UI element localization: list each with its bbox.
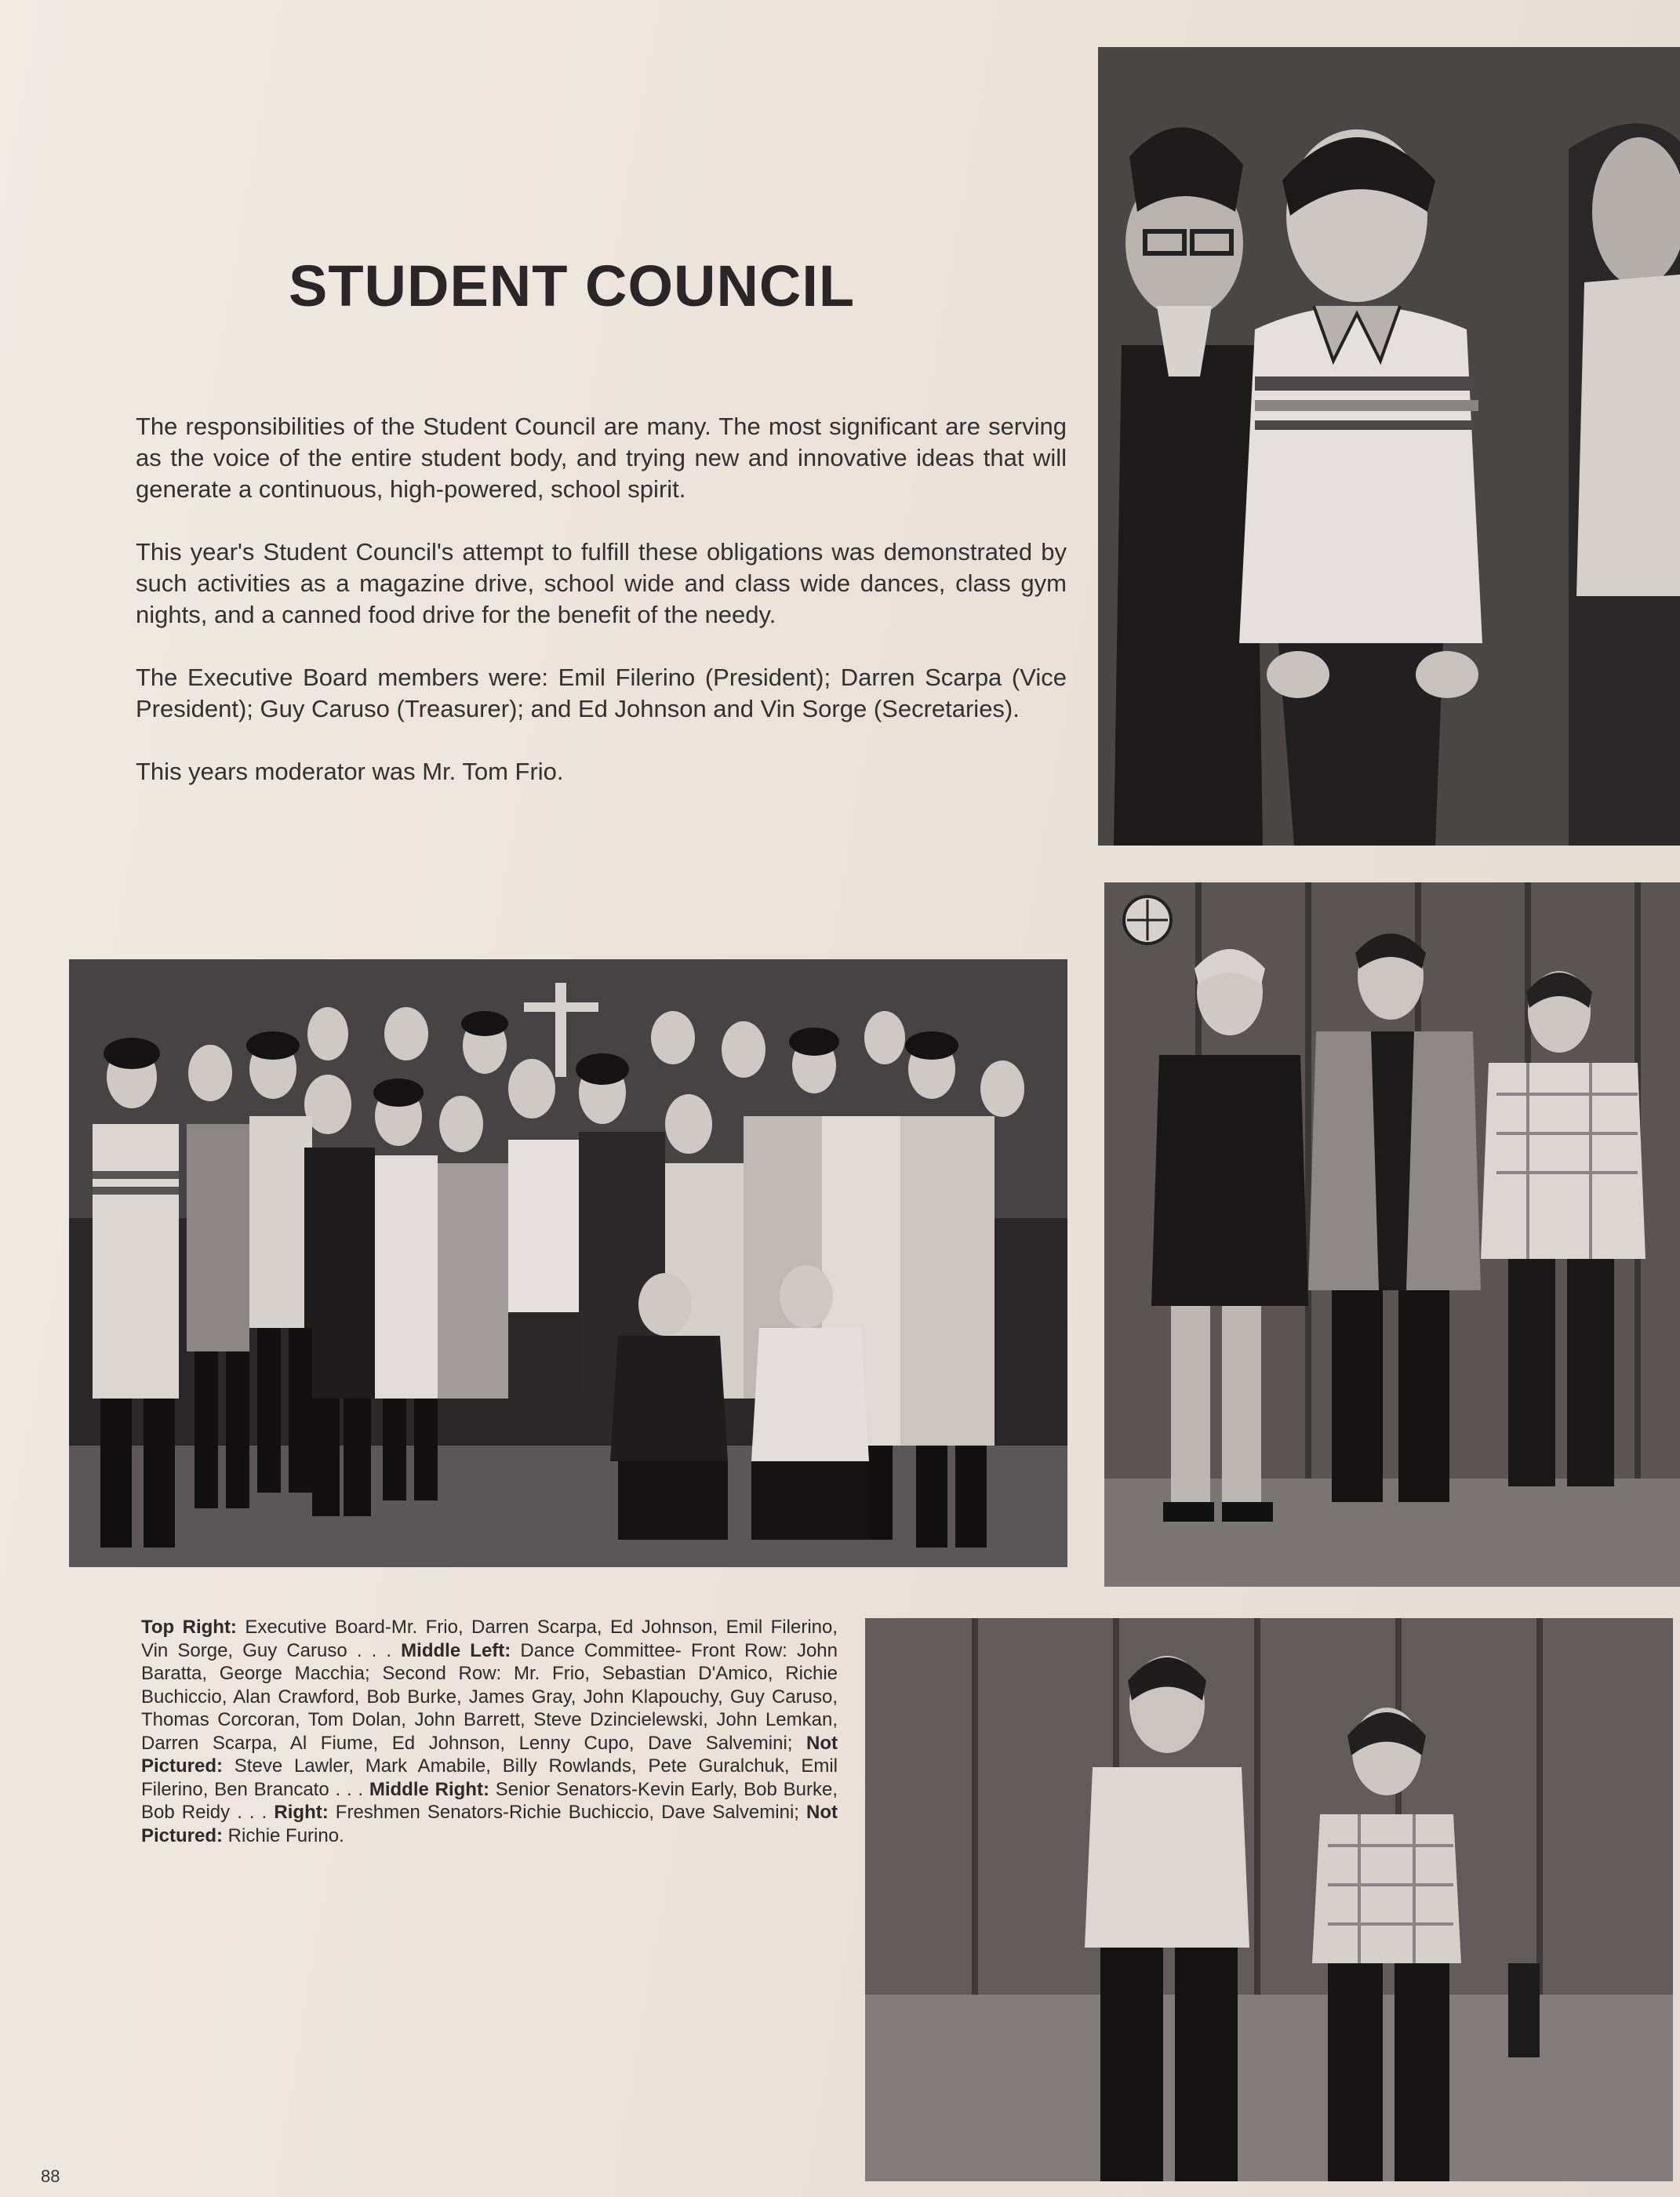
- caption-text-middle-right: Senior Senators-Kevin Early, Bob Burke, Bob Reidy . . .: [141, 1778, 838, 1823]
- caption-text-not-pictured-2: Richie Furino.: [223, 1824, 344, 1846]
- paragraph-moderator: This years moderator was Mr. Tom Frio.: [136, 758, 564, 785]
- caption-label-right: Right:: [274, 1802, 329, 1823]
- photo-caption: [141, 1616, 838, 1847]
- caption-text-right: Freshmen Senators-Richie Buchiccio, Dave Salvemini;: [328, 1802, 807, 1823]
- page-number: 88: [41, 2166, 60, 2186]
- caption-label-not-pictured-2: Not Pictured:: [141, 1802, 838, 1846]
- article-body: [136, 411, 1067, 819]
- page-title: STUDENT COUNCIL: [289, 253, 856, 318]
- caption-label-middle-left: Middle Left:: [401, 1639, 511, 1661]
- paragraph-activities: This year's Student Council's attempt to fulfill these obligations was demonstrated by such activities as a magazine drive, school wide and class wide dances, class gym nights, and a canned food drive for the benefit of the needy.: [136, 538, 1067, 628]
- caption-label-middle-right: Middle Right:: [369, 1778, 489, 1800]
- paragraph-executive-board: The Executive Board members were: Emil Filerino (President); Darren Scarpa (Vice President); Guy Caruso (Treasurer); and Ed Johnson and Vin Sorge (Secretaries).: [136, 664, 1067, 722]
- caption-label-top-right: Top Right:: [141, 1617, 237, 1638]
- photo-freshmen-senators: [865, 1618, 1673, 2181]
- caption-text-middle-left: Dance Committee- Front Row: John Baratta, George Macchia; Second Row: Mr. Frio, Sebastian D'Amico, Richie Buchiccio, Alan Crawford, Bob Burke, James Gray, John Klapouchy, Guy Caruso, Thomas Corcoran, Tom Dolan, John Barrett, Steve Dzincielewski, John Lemkan, Darren Scarpa, Al Fiume, Ed Johnson, Lenny Cupo, Dave Salvemini;: [141, 1639, 838, 1754]
- photo-senior-senators: [1104, 882, 1680, 1587]
- caption-text-top-right: Executive Board-Mr. Frio, Darren Scarpa, Ed Johnson, Emil Filerino, Vin Sorge, Guy Caruso . . .: [141, 1617, 838, 1661]
- photo-executive-board: [1098, 47, 1680, 846]
- caption-label-not-pictured: Not Pictured:: [141, 1732, 838, 1777]
- caption-text-not-pictured: Steve Lawler, Mark Amabile, Billy Rowlands, Pete Guralchuk, Emil Filerino, Ben Brancato . . .: [141, 1755, 838, 1800]
- photo-dance-committee: [69, 959, 1067, 1567]
- paragraph-responsibilities: The responsibilities of the Student Council are many. The most significant are serving as the voice of the entire student body, and trying new and innovative ideas that will generate a continuous, high-powered, school spirit.: [136, 413, 1067, 503]
